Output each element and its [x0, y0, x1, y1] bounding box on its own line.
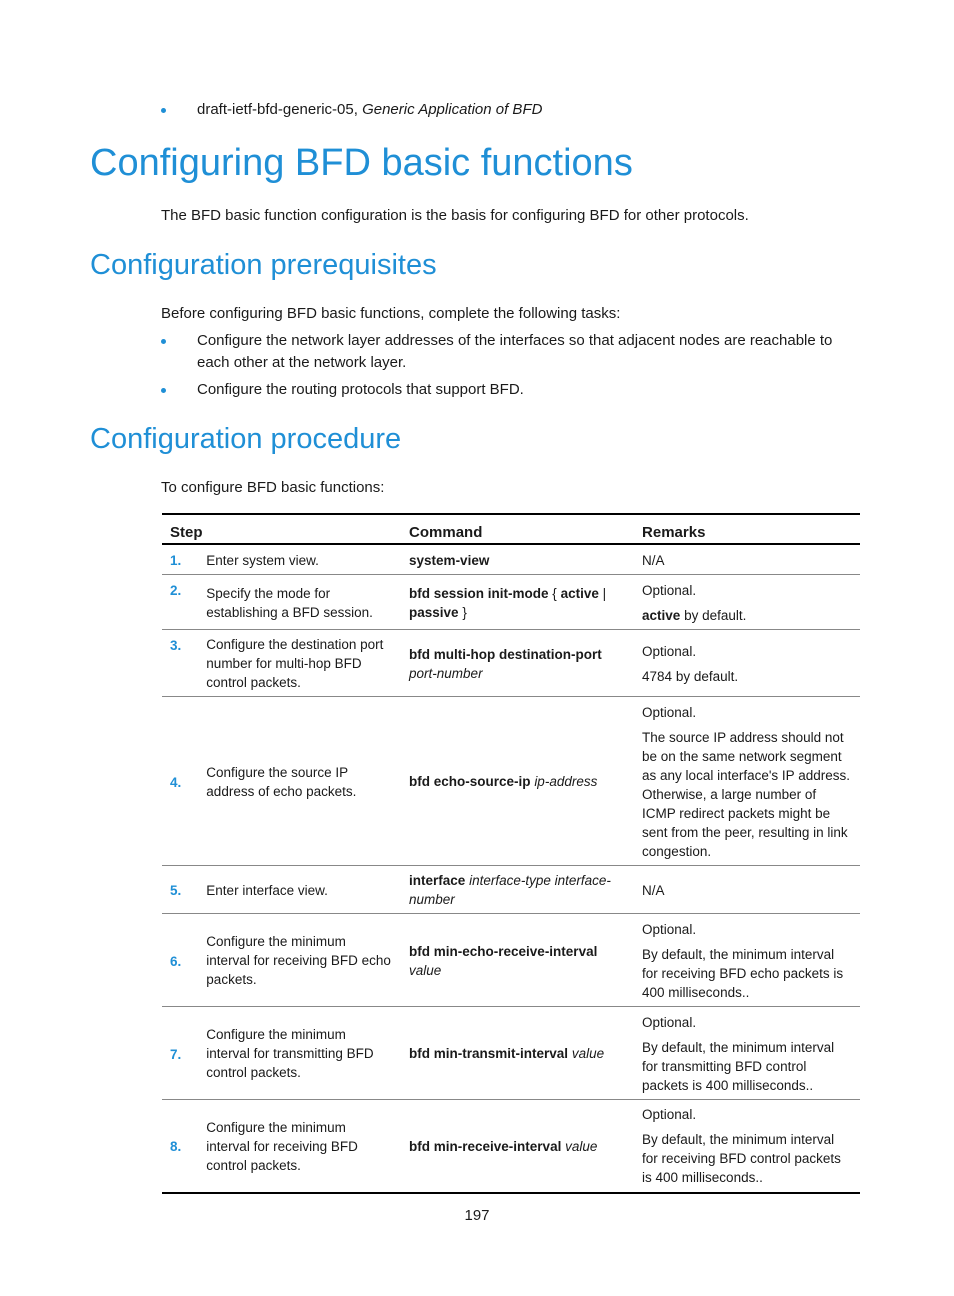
reference-text: draft-ietf-bfd-generic-05, — [197, 101, 363, 118]
bullet-dot-icon — [161, 388, 166, 393]
prereq-heading: Configuration prerequisites — [90, 249, 437, 281]
remarks-cell: Optional. The source IP address should not be on the same network segment as any local interface's IP address. Otherwise, a large number of ICMP redirect packets might be sent from the peer, resulting in link congestion. — [634, 697, 860, 866]
table-row — [162, 697, 860, 866]
command-cell: bfd echo-source-ip ip-address — [401, 697, 634, 866]
command-cell: bfd session init-mode { active | passive } — [401, 575, 634, 630]
procedure-lead: To configure BFD basic functions: — [161, 479, 385, 496]
header-remarks: Remarks — [634, 514, 860, 544]
remarks-cell: N/A — [634, 866, 860, 914]
step-description: Specify the mode for establishing a BFD session. — [198, 575, 401, 630]
step-description: Configure the minimum interval for receiving BFD control packets. — [198, 1100, 401, 1193]
table-row — [162, 866, 860, 914]
step-description: Enter interface view. — [198, 866, 401, 914]
bullet-dot-icon — [161, 108, 166, 113]
remarks-cell: Optional. By default, the minimum interval for receiving BFD echo packets is 400 milliseconds.. — [634, 914, 860, 1007]
step-number: 5. — [162, 866, 198, 914]
page-title: Configuring BFD basic functions — [90, 142, 633, 184]
remarks-cell: Optional. active by default. — [634, 575, 860, 630]
page-number: 197 — [464, 1207, 490, 1224]
remarks-cell: N/A — [634, 544, 860, 575]
reference-title: Generic Application of BFD — [362, 101, 543, 118]
table-row — [162, 630, 860, 697]
command-cell: bfd multi-hop destination-port port-number — [401, 630, 634, 697]
step-number: 3. — [162, 630, 198, 697]
command-cell: interface interface-type interface-number — [401, 866, 634, 914]
table-row — [162, 575, 860, 630]
procedure-heading: Configuration procedure — [90, 423, 402, 455]
step-description: Enter system view. — [198, 544, 401, 575]
table-row — [162, 1007, 860, 1100]
reference-bullet — [197, 99, 542, 121]
command-cell: system-view — [401, 544, 634, 575]
table-row — [162, 544, 860, 575]
step-description: Configure the minimum interval for transmitting BFD control packets. — [198, 1007, 401, 1100]
command-cell: bfd min-transmit-interval value — [401, 1007, 634, 1100]
table-row — [162, 914, 860, 1007]
step-number: 2. — [162, 575, 198, 630]
table-header-row — [162, 514, 860, 544]
step-description: Configure the minimum interval for receiving BFD echo packets. — [198, 914, 401, 1007]
step-description: Configure the source IP address of echo packets. — [198, 697, 401, 866]
remarks-cell: Optional. By default, the minimum interval for transmitting BFD control packets is 400 milliseconds.. — [634, 1007, 860, 1100]
prereq-item-text: Configure the network layer addresses of the interfaces so that adjacent nodes are reachable to each other at the network layer. — [197, 332, 833, 371]
remarks-cell: Optional. 4784 by default. — [634, 630, 860, 697]
step-number: 8. — [162, 1100, 198, 1193]
prereq-item — [197, 379, 524, 401]
prereq-item — [197, 330, 857, 374]
table-row — [162, 1100, 860, 1193]
step-number: 1. — [162, 544, 198, 575]
intro-paragraph: The BFD basic function configuration is the basis for configuring BFD for other protocols. — [161, 207, 749, 224]
prereq-lead: Before configuring BFD basic functions, complete the following tasks: — [161, 305, 621, 322]
step-number: 4. — [162, 697, 198, 866]
step-number: 6. — [162, 914, 198, 1007]
table-body — [162, 544, 860, 1193]
step-number: 7. — [162, 1007, 198, 1100]
bullet-dot-icon — [161, 339, 166, 344]
header-command: Command — [401, 514, 634, 544]
remarks-cell: Optional. By default, the minimum interval for receiving BFD control packets is 400 milliseconds.. — [634, 1100, 860, 1193]
header-step: Step — [162, 514, 401, 544]
procedure-table — [162, 513, 860, 1194]
step-description: Configure the destination port number for multi-hop BFD control packets. — [198, 630, 401, 697]
prereq-item-text: Configure the routing protocols that support BFD. — [197, 381, 524, 398]
command-cell: bfd min-echo-receive-interval value — [401, 914, 634, 1007]
command-cell: bfd min-receive-interval value — [401, 1100, 634, 1193]
